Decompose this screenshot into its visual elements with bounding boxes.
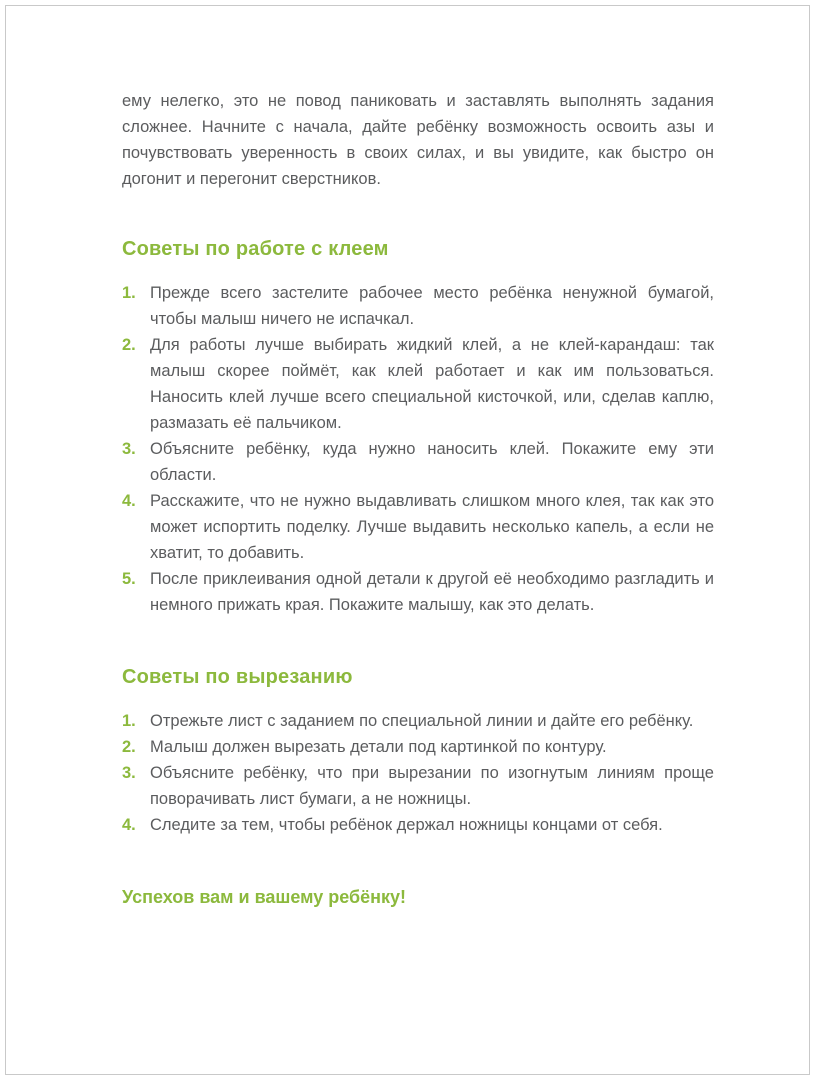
- list-item-text: Расскажите, что не нужно выдавливать слишком много клея, так как это может испортить поделку. Лучше выдавить несколько капель, а если не хватит, то добавить.: [150, 492, 714, 562]
- list-item-text: Следите за тем, чтобы ребёнок держал ножницы концами от себя.: [150, 816, 663, 834]
- list-item: [122, 734, 714, 760]
- list-item-text: Объясните ребёнку, что при вырезании по изогнутым линиям проще поворачивать лист бумаги, а не ножницы.: [150, 764, 714, 808]
- cutting-tip-list: [122, 708, 714, 838]
- list-item-number: 3.: [122, 440, 136, 458]
- list-item-number: 4.: [122, 816, 136, 834]
- list-item: [122, 566, 714, 618]
- glue-tip-list: [122, 280, 714, 618]
- closing-line: Успехов вам и вашему ребёнку!: [122, 887, 407, 907]
- intro-paragraph: ему нелегко, это не повод паниковать и заставлять выполнять задания сложнее. Начните с начала, дайте ребёнку возможность освоить азы и почувствовать уверенность в своих силах, и вы увидите, как быстро он догонит и перегонит сверстников.: [122, 92, 714, 188]
- list-item-number: 3.: [122, 764, 136, 782]
- list-item: [122, 812, 714, 838]
- list-item-number: 5.: [122, 570, 136, 588]
- list-item-text: Малыш должен вырезать детали под картинкой по контуру.: [150, 738, 607, 756]
- section-cutting-tips: [122, 664, 714, 838]
- list-item-number: 2.: [122, 336, 136, 354]
- list-item: [122, 332, 714, 436]
- list-item-text: Отрежьте лист с заданием по специальной линии и дайте его ребёнку.: [150, 712, 694, 730]
- list-item-number: 4.: [122, 492, 136, 510]
- section-glue-tips: [122, 236, 714, 618]
- list-item-number: 2.: [122, 738, 136, 756]
- list-item-text: Прежде всего застелите рабочее место ребёнка ненужной бумагой, чтобы малыш ничего не испачкал.: [150, 284, 714, 328]
- list-item: [122, 760, 714, 812]
- list-item: [122, 436, 714, 488]
- list-item-text: Для работы лучше выбирать жидкий клей, а не клей-карандаш: так малыш скорее поймёт, как клей работает и как им пользоваться. Наносить клей лучше всего специальной кисточкой, или, сделав каплю, размазать её пальчиком.: [150, 336, 714, 432]
- list-item-number: 1.: [122, 284, 136, 302]
- list-item: [122, 280, 714, 332]
- section-heading-glue: Советы по работе с клеем: [122, 238, 389, 260]
- list-item: [122, 708, 714, 734]
- list-item-text: После приклеивания одной детали к другой её необходимо разгладить и немного прижать края. Покажите малышу, как это делать.: [150, 570, 714, 614]
- section-heading-cutting: Советы по вырезанию: [122, 666, 353, 688]
- list-item: [122, 488, 714, 566]
- list-item-number: 1.: [122, 712, 136, 730]
- page-content: [122, 88, 714, 910]
- list-item-text: Объясните ребёнку, куда нужно наносить клей. Покажите ему эти области.: [150, 440, 714, 484]
